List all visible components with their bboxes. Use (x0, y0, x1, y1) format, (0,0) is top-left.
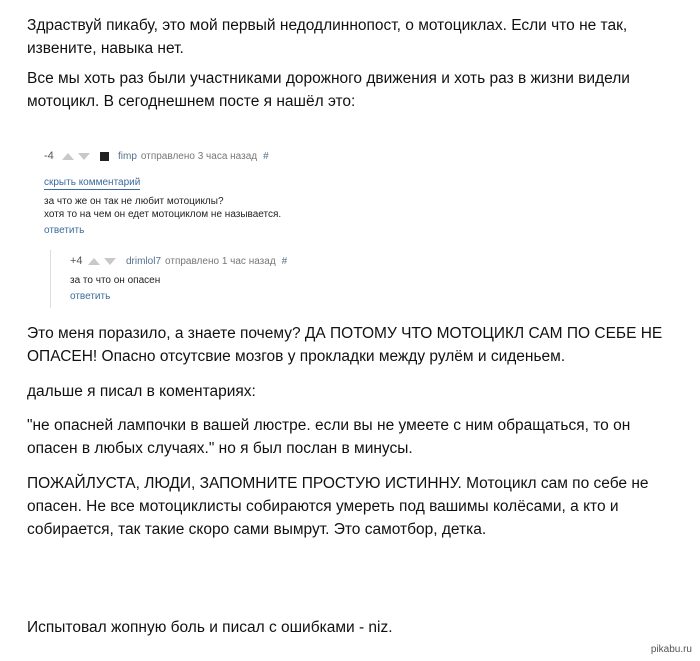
context-paragraph: Все мы хоть раз были участниками дорожного движения и хоть раз в жизни видели мотоцикл. В сегоднешнем посте я нашёл это: (27, 70, 630, 110)
comments-note-paragraph: дальше я писал в коментариях: (27, 383, 256, 400)
downvote-arrow-icon[interactable] (78, 153, 90, 160)
comment-time: отправлено 1 час назад (165, 255, 276, 267)
comment-time: отправлено 3 часа назад (140, 150, 258, 162)
comment-username[interactable]: fimp (118, 150, 137, 162)
quote-paragraph: "не опасней лампочки в вашей люстре. если вы не умеете с ним обращаться, то он опасен в любых случаях." но я был послан в минусы. (27, 417, 631, 457)
comment-permalink[interactable]: # (281, 255, 288, 267)
parent-comment-meta (44, 148, 364, 164)
intro-paragraph: Здраствуй пикабу, это мой первый недодлиннопост, о мотоциклах. Если что не так, извените, навыка нет. (27, 17, 628, 57)
upvote-arrow-icon[interactable] (62, 153, 74, 160)
reply-link[interactable]: ответить (44, 225, 85, 236)
downvote-arrow-icon[interactable] (104, 258, 116, 265)
comment-screenshot (44, 148, 364, 238)
watermark: pikabu.ru (650, 644, 692, 655)
hide-comment-link[interactable]: скрыть комментарий (44, 177, 141, 188)
comment-permalink[interactable]: # (263, 150, 269, 162)
child-comment (50, 250, 390, 308)
avatar (100, 152, 109, 161)
comment-text: за то что он опасен (70, 275, 161, 286)
comment-score: -4 (44, 150, 54, 162)
comment-score: +4 (70, 255, 83, 267)
comment-text-line-1: за что же он так не любит мотоциклы? (44, 196, 224, 207)
opinion-paragraph: Это меня поразило, а знаете почему? ДА ПОТОМУ ЧТО МОТОЦИКЛ САМ ПО СЕБЕ НЕ ОПАСЕН! Опасно отсутсвие мозгов у прокладки между рулём и сиденьем. (27, 325, 663, 365)
reply-link[interactable]: ответить (70, 291, 111, 302)
upvote-arrow-icon[interactable] (88, 258, 100, 265)
conclusion-paragraph: ПОЖАЙЛУСТА, ЛЮДИ, ЗАПОМНИТЕ ПРОСТУЮ ИСТИННУ. Мотоцикл сам по себе не опасен. Не все мотоциклисты собираются умереть под вашимы колёсами, а кто и собирается, так такие скоро сами вымрут. Это самотбор, детка. (27, 475, 649, 538)
signature-paragraph: Испытовал жопную боль и писал с ошибками - niz. (27, 619, 393, 636)
comment-username[interactable]: drimlol7 (126, 255, 162, 267)
child-comment-meta (70, 253, 390, 269)
comment-text-line-2: хотя то на чем он едет мотоциклом не называется. (44, 209, 282, 220)
